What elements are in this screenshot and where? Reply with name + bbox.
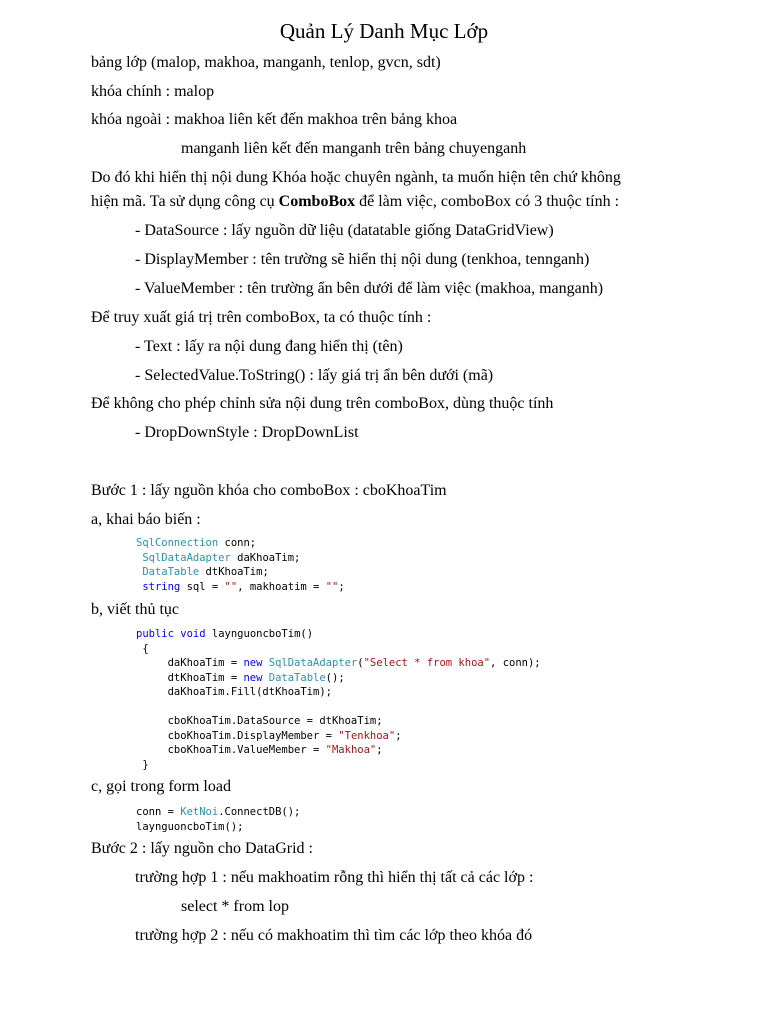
code-token: cboKhoaTim.DisplayMember = — [167, 729, 339, 742]
code-token: laynguoncboTim() — [205, 628, 314, 640]
step2-case-1: trường hợp 1 : nếu makhoatim rỗng thì hiển thị tất cả các lớp : — [135, 869, 534, 886]
code-block-declarations — [136, 536, 345, 594]
code-token-keyword: void — [180, 628, 206, 640]
code-token-string: "" — [325, 580, 339, 593]
code-token-string: "" — [224, 580, 238, 593]
code-token: ; — [338, 580, 345, 593]
page-title: Quản Lý Danh Mục Lớp — [279, 19, 489, 43]
primary-key-line: khóa chính : malop — [91, 83, 215, 100]
code-token: { — [142, 642, 149, 655]
property-displaymember: - DisplayMember : tên trường sẽ hiển thị nội dung (tenkhoa, tennganh) — [135, 251, 590, 268]
code-token-type: SqlDataAdapter — [268, 657, 358, 669]
code-token: sql = — [180, 580, 225, 593]
code-token: dtKhoaTim = — [167, 671, 244, 684]
code-line — [136, 700, 541, 715]
table-definition-line: bảng lớp (malop, makhoa, manganh, tenlop, gvcn, sdt) — [91, 54, 441, 71]
code-line — [136, 714, 541, 729]
step1-sub-b: b, viết thủ tục — [91, 601, 179, 618]
code-token: ; — [376, 744, 383, 756]
foreign-key-line-2: manganh liên kết đến manganh trên bảng chuyenganh — [181, 140, 527, 157]
code-token: daKhoaTim.Fill(dtKhoaTim); — [167, 686, 332, 698]
code-token: dtKhoaTim; — [199, 566, 269, 578]
code-line — [136, 805, 300, 820]
code-line — [136, 820, 300, 835]
code-token-type: DataTable — [142, 566, 200, 578]
code-token: cboKhoaTim.DataSource = dtKhoaTim; — [167, 715, 383, 727]
code-line — [136, 565, 345, 580]
paragraph-line-2-end: để làm việc, comboBox có 3 thuộc tính : — [355, 193, 620, 210]
code-line — [136, 743, 541, 758]
code-block-procedure — [136, 627, 541, 772]
code-token-keyword: public — [136, 628, 174, 640]
code-token: conn = — [136, 806, 181, 818]
paragraph-line-1: Do đó khi hiển thị nội dung Khóa hoặc chuyên ngành, ta muốn hiện tên chứ không — [91, 169, 621, 186]
code-token: daKhoaTim; — [230, 551, 301, 564]
code-token: } — [142, 758, 149, 771]
step2-case-1-sql: select * from lop — [181, 898, 289, 915]
code-token-string: "Select * from khoa" — [363, 657, 491, 669]
step1-sub-a: a, khai báo biến : — [91, 511, 201, 528]
code-line — [136, 758, 541, 773]
code-token-string: "Makhoa" — [325, 744, 377, 756]
access-selectedvalue-property: - SelectedValue.ToString() : lấy giá trị ẩn bên dưới (mã) — [135, 367, 494, 384]
code-line — [136, 729, 541, 744]
code-token: .ConnectDB(); — [218, 806, 301, 818]
code-token: ; — [395, 729, 402, 742]
code-token-keyword: new — [243, 671, 263, 684]
combobox-bold-term: ComboBox — [278, 193, 356, 210]
code-token-type: KetNoi — [180, 806, 219, 818]
foreign-key-line-1: khóa ngoài : makhoa liên kết đến makhoa trên bảng khoa — [91, 111, 458, 128]
property-valuemember: - ValueMember : tên trường ẩn bên dưới để làm việc (makhoa, manganh) — [135, 280, 604, 297]
code-line — [136, 536, 345, 551]
step1-heading: Bước 1 : lấy nguồn khóa cho comboBox : cboKhoaTim — [91, 482, 447, 499]
code-token-type: DataTable — [268, 671, 326, 684]
step1-sub-c: c, gọi trong form load — [91, 778, 231, 795]
code-token-type: SqlDataAdapter — [142, 551, 231, 564]
code-line: daKhoaTim = new SqlDataAdapter("Select * from khoa", conn); — [167, 657, 541, 669]
code-token: (); — [325, 671, 345, 684]
code-line — [136, 580, 345, 595]
step2-heading: Bước 2 : lấy nguồn cho DataGrid : — [91, 840, 313, 857]
access-heading: Để truy xuất giá trị trên comboBox, ta có thuộc tính : — [91, 309, 432, 326]
code-token: daKhoaTim = — [167, 657, 244, 669]
code-block-formload — [136, 805, 300, 834]
code-token: , makhoatim = — [237, 580, 326, 593]
property-datasource: - DataSource : lấy nguồn dữ liệu (datatable giống DataGridView) — [135, 222, 554, 239]
code-token: conn; — [218, 537, 257, 549]
dropdownstyle-property: - DropDownStyle : DropDownList — [135, 424, 359, 441]
code-token-type: SqlConnection — [136, 537, 219, 549]
code-token: laynguoncboTim(); — [136, 820, 244, 833]
paragraph-line-2-start: hiện mã. Ta sử dụng công cụ — [91, 193, 279, 210]
code-line — [136, 551, 345, 566]
access-text-property: - Text : lấy ra nội dung đang hiển thị (tên) — [135, 338, 403, 355]
noedit-heading: Để không cho phép chỉnh sửa nội dung trên comboBox, dùng thuộc tính — [91, 395, 554, 412]
code-line — [136, 685, 541, 700]
code-token: cboKhoaTim.ValueMember = — [167, 744, 326, 756]
code-token: , conn); — [490, 657, 541, 669]
code-token-keyword: string — [142, 580, 181, 593]
paragraph-line-2 — [91, 192, 619, 212]
code-token-string: "Tenkhoa" — [338, 729, 396, 742]
code-line — [136, 627, 541, 642]
code-line — [136, 671, 541, 686]
code-token-keyword: new — [243, 657, 263, 669]
code-line — [136, 642, 541, 657]
step2-case-2: trường hợp 2 : nếu có makhoatim thì tìm các lớp theo khóa đó — [135, 927, 533, 944]
